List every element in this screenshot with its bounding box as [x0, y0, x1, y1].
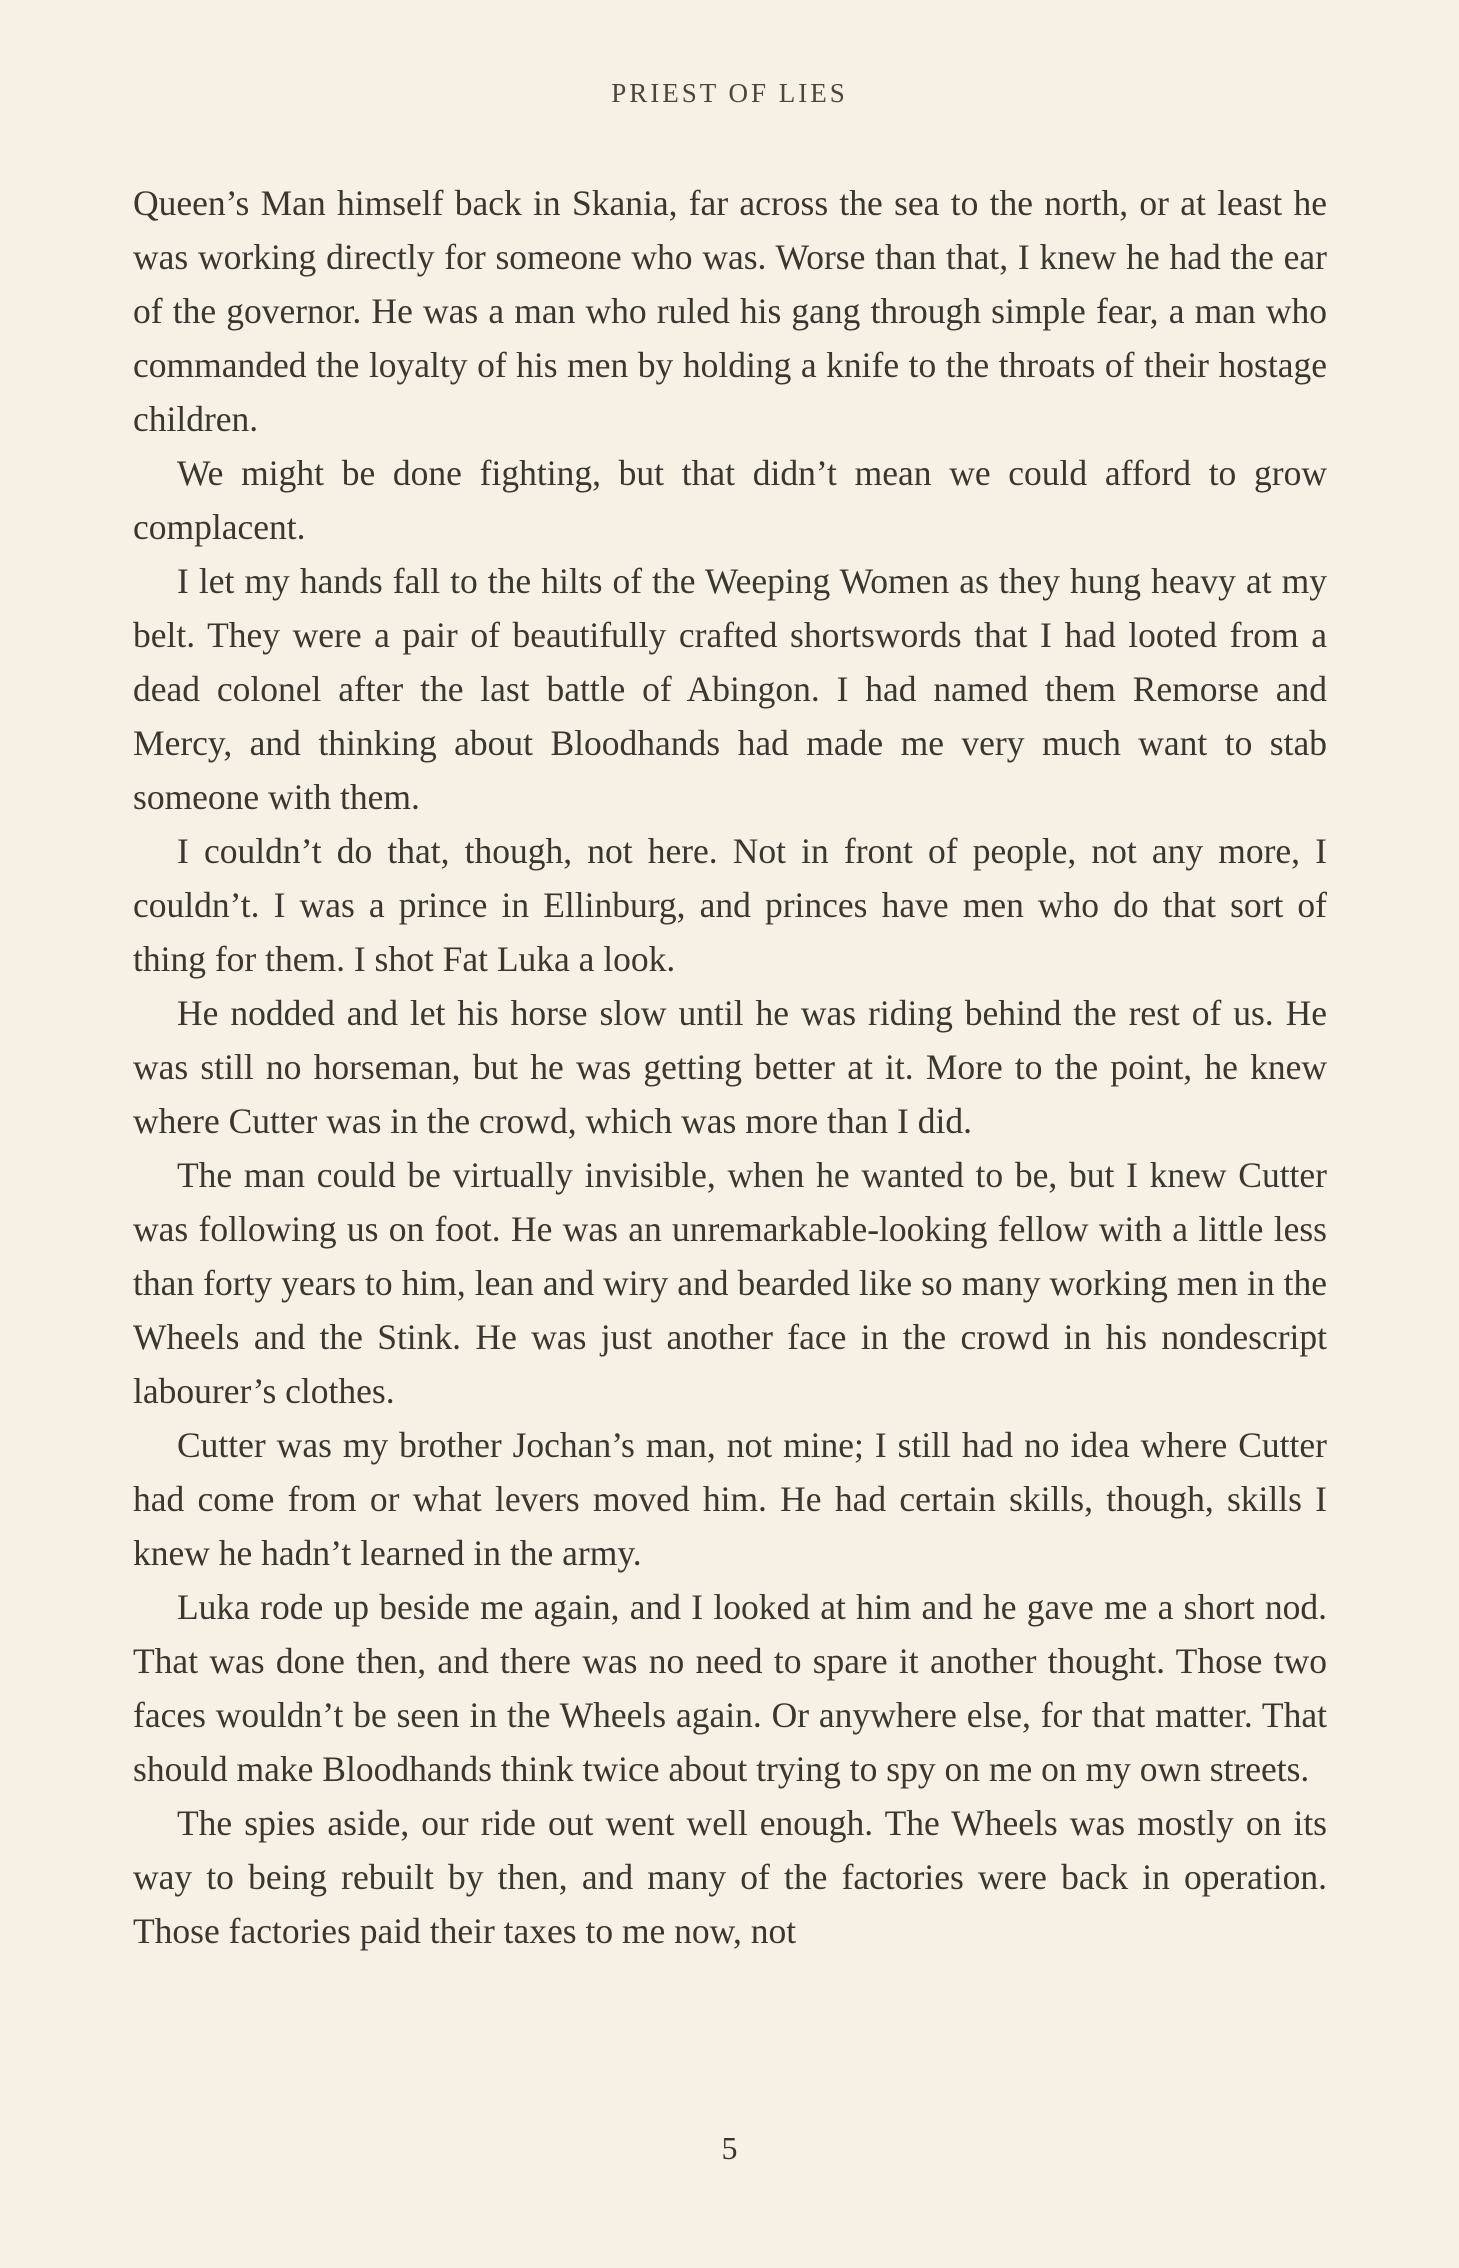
paragraph: I let my hands fall to the hilts of the Weeping Women as they hung heavy at my belt. They were a pair of beautifully crafted shortswords that I had looted from a dead colonel after the last battle of Abingon. I had named them Remorse and Mercy, and thinking about Bloodhands had made me very much want to stab someone with them.	[133, 561, 1327, 817]
body-text	[133, 176, 1327, 1958]
paragraph: We might be done fighting, but that didn’t mean we could afford to grow complacent.	[133, 453, 1327, 547]
paragraph: Cutter was my brother Jochan’s man, not mine; I still had no idea where Cutter had come from or what levers moved him. He had certain skills, though, skills I knew he hadn’t learned in the army.	[133, 1425, 1327, 1573]
paragraph: The man could be virtually invisible, when he wanted to be, but I knew Cutter was following us on foot. He was an unremarkable-looking fellow with a little less than forty years to him, lean and wiry and bearded like so many working men in the Wheels and the Stink. He was just another face in the crowd in his nondescript labourer’s clothes.	[133, 1155, 1327, 1411]
paragraph: I couldn’t do that, though, not here. Not in front of people, not any more, I couldn’t. I was a prince in Ellinburg, and princes have men who do that sort of thing for them. I shot Fat Luka a look.	[133, 831, 1327, 979]
page-number: 5	[721, 2130, 738, 2166]
paragraph: The spies aside, our ride out went well enough. The Wheels was mostly on its way to being rebuilt by then, and many of the factories were back in operation. Those factories paid their taxes to me now, not	[133, 1803, 1327, 1951]
paragraph: Queen’s Man himself back in Skania, far across the sea to the north, or at least he was working directly for someone who was. Worse than that, I knew he had the ear of the governor. He was a man who ruled his gang through simple fear, a man who commanded the loyalty of his men by holding a knife to the throats of their hostage children.	[133, 183, 1327, 439]
paragraph: Luka rode up beside me again, and I looked at him and he gave me a short nod. That was done then, and there was no need to spare it another thought. Those two faces wouldn’t be seen in the Wheels again. Or anywhere else, for that matter. That should make Bloodhands think twice about trying to spy on me on my own streets.	[133, 1587, 1327, 1789]
running-head: PRIEST OF LIES	[611, 78, 848, 108]
paragraph: He nodded and let his horse slow until he was riding behind the rest of us. He was still no horseman, but he was getting better at it. More to the point, he knew where Cutter was in the crowd, which was more than I did.	[133, 993, 1327, 1141]
